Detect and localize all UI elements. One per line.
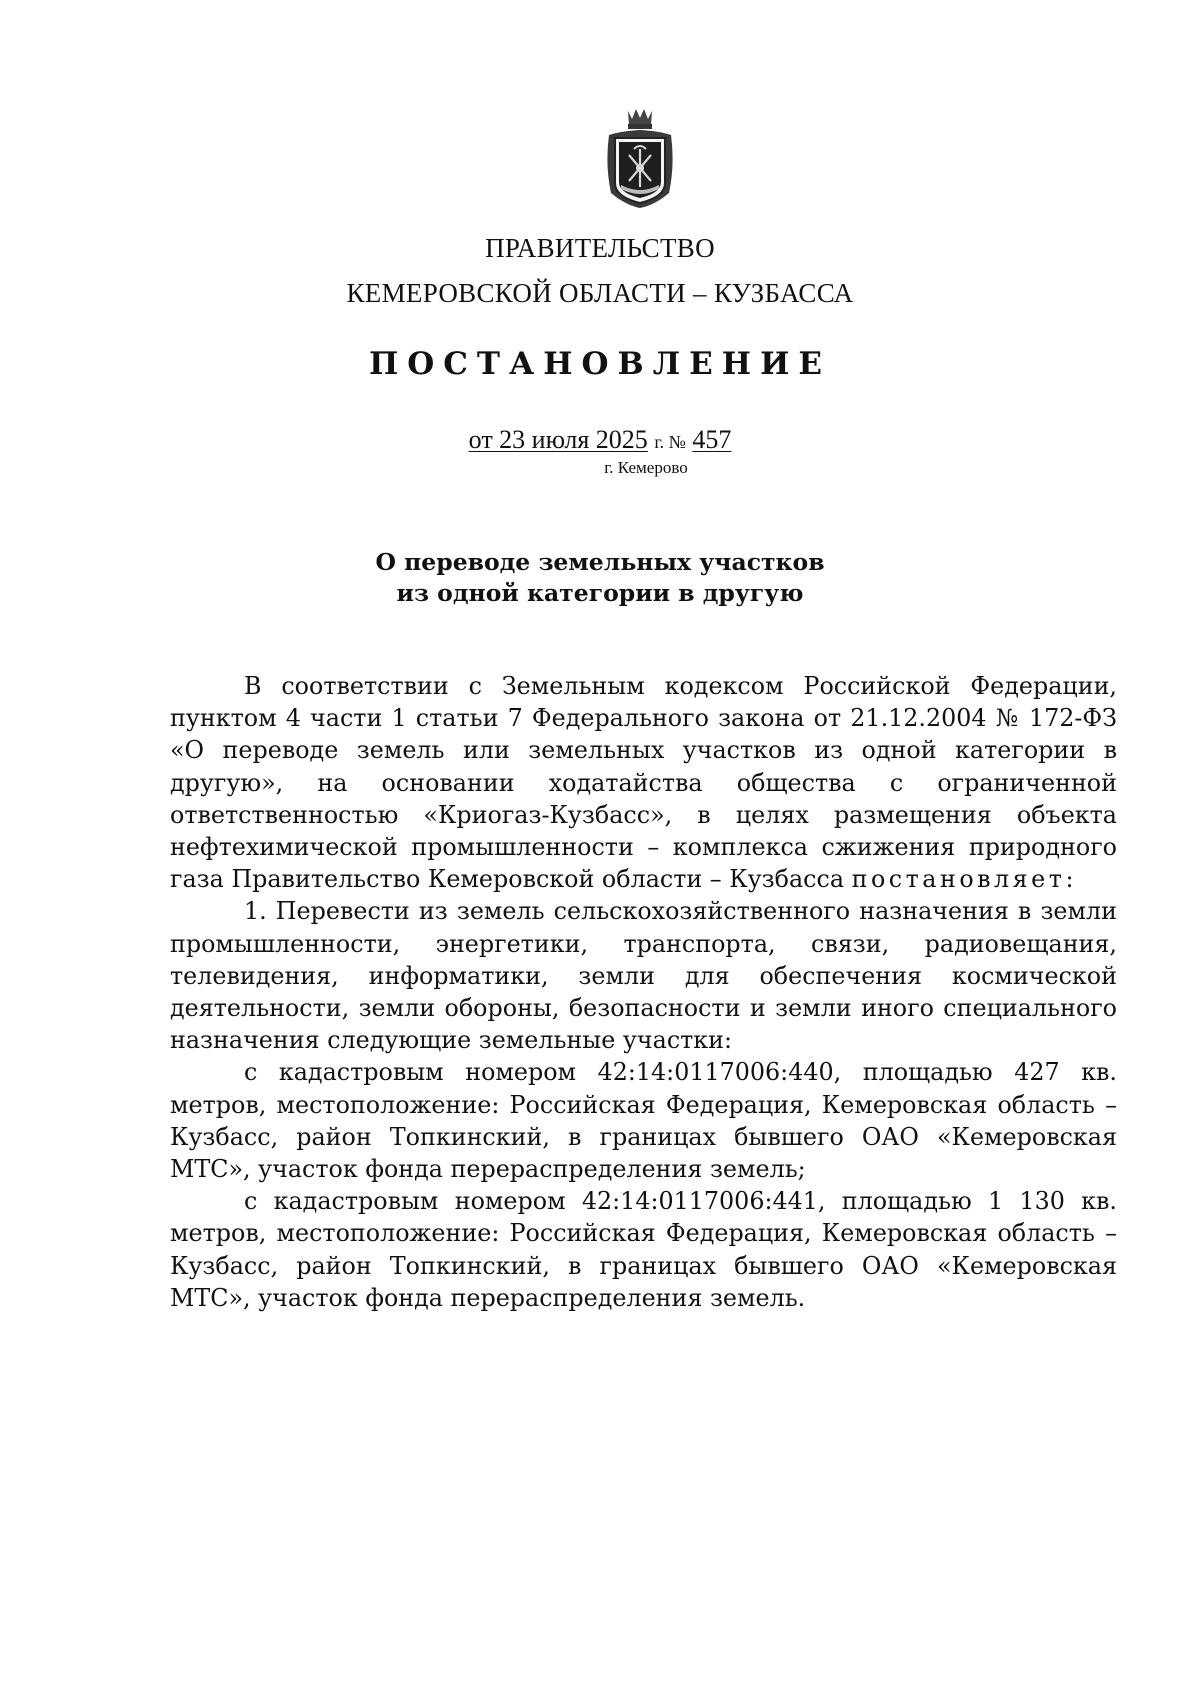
preamble-colon: :	[1065, 865, 1074, 894]
paragraph-plot-440: с кадастровым номером 42:14:0117006:440, площадью 427 кв. метров, местоположение: Российская Федерация, Кемеровская область – Кузбасс, район Топкинский, в границах бывшего ОАО «Кемеровская МТС», участок фонда перераспределения земель;	[170, 1058, 1117, 1184]
title-line2: из одной категории в другую	[396, 579, 804, 607]
coat-of-arms-icon	[601, 105, 679, 210]
paragraph-item-1: 1. Перевести из земель сельскохозяйственного назначения в земли промышленности, энергетики, транспорта, связи, радиовещания, телевидения, информатики, земли для обеспечения космической деятельности, земли обороны, безопасности и земли иного специального назначения следующие земельные участки:	[170, 897, 1117, 1055]
document-date: от 23 июля 2025	[468, 425, 648, 454]
preamble-text: В соответствии с Земельным кодексом Российской Федерации, пунктом 4 части 1 статьи 7 Федерального закона от 21.12.2004 № 172-ФЗ «О переводе земель или земельных участков из одной категории в другую», на основании ходатайства общества с ограниченной ответственностью «Криогаз-Кузбасс», в целях размещения объекта нефтехимической промышленности – комплекса сжижения природного газа Правительство Кемеровской области – Кузбасса	[170, 672, 1117, 894]
title-line1: О переводе земельных участков	[375, 548, 825, 576]
government-name-line1: ПРАВИТЕЛЬСТВО	[485, 233, 715, 263]
paragraph-plot-441: с кадастровым номером 42:14:0117006:441, площадью 1 130 кв. метров, местоположение: Российская Федерация, Кемеровская область – Кузбасс, район Топкинский, в границах бывшего ОАО «Кемеровская МТС», участок фонда перераспределения земель.	[170, 1187, 1117, 1312]
government-name-line2: КЕМЕРОВСКОЙ ОБЛАСТИ – КУЗБАССА	[346, 278, 854, 308]
document-number: 457	[692, 425, 732, 454]
number-label: г. №	[654, 432, 686, 452]
document-body	[170, 670, 1117, 1314]
document-type-heading: ПОСТАНОВЛЕНИЕ	[368, 346, 831, 382]
city-label: г. Кемерово	[604, 458, 688, 477]
paragraph-preamble	[170, 670, 1117, 895]
date-number-line	[0, 425, 1200, 457]
document-title	[0, 547, 1200, 609]
resolves-word: постановляет	[851, 865, 1066, 894]
